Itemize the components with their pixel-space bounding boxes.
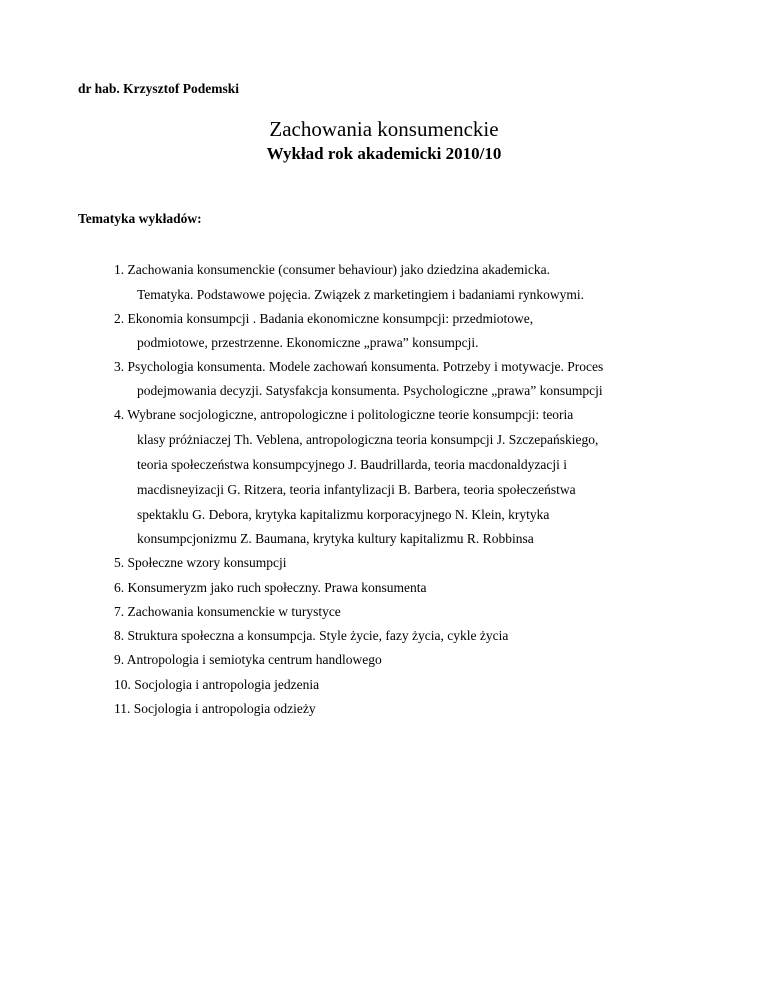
- list-item-line: konsumpcjonizmu Z. Baumana, krytyka kultury kapitalizmu R. Robbinsa: [137, 531, 534, 546]
- list-item-line: 8. Struktura społeczna a konsumpcja. Style życie, fazy życia, cykle życia: [114, 628, 509, 643]
- list-item-line: spektaklu G. Debora, krytyka kapitalizmu korporacyjnego N. Klein, krytyka: [137, 507, 550, 522]
- list-item-line: 2. Ekonomia konsumpcji . Badania ekonomiczne konsumpcji: przedmiotowe,: [114, 311, 534, 326]
- list-item-line: 1. Zachowania konsumenckie (consumer behaviour) jako dziedzina akademicka.: [114, 262, 550, 277]
- list-item-line: 7. Zachowania konsumenckie w turystyce: [114, 604, 341, 619]
- list-item-line: 5. Społeczne wzory konsumpcji: [114, 555, 287, 570]
- list-item-line: 4. Wybrane socjologiczne, antropologiczne i politologiczne teorie konsumpcji: teoria: [114, 407, 574, 422]
- list-item-line: podmiotowe, przestrzenne. Ekonomiczne „prawa” konsumpcji.: [137, 335, 479, 350]
- list-item-line: 6. Konsumeryzm jako ruch społeczny. Prawa konsumenta: [114, 580, 427, 595]
- section-heading: Tematyka wykładów:: [78, 211, 202, 226]
- list-item-line: Tematyka. Podstawowe pojęcia. Związek z marketingiem i badaniami rynkowymi.: [137, 287, 585, 302]
- document-title: Zachowania konsumenckie: [269, 117, 499, 141]
- document-subtitle: Wykład rok akademicki 2010/10: [266, 144, 502, 163]
- list-item-line: teoria społeczeństwa konsumpcyjnego J. Baudrillarda, teoria macdonaldyzacji i: [137, 457, 567, 472]
- list-item-line: 11. Socjologia i antropologia odzieży: [114, 701, 316, 716]
- author-line: dr hab. Krzysztof Podemski: [78, 81, 239, 96]
- list-item-line: 10. Socjologia i antropologia jedzenia: [114, 677, 320, 692]
- list-item-line: podejmowania decyzji. Satysfakcja konsumenta. Psychologiczne „prawa” konsumpcji: [137, 383, 603, 398]
- list-item-line: 3. Psychologia konsumenta. Modele zachowań konsumenta. Potrzeby i motywacje. Proces: [114, 359, 604, 374]
- list-item-line: 9. Antropologia i semiotyka centrum handlowego: [114, 652, 382, 667]
- list-item-line: macdisneyizacji G. Ritzera, teoria infantylizacji B. Barbera, teoria społeczeństwa: [137, 482, 576, 497]
- list-item-line: klasy próżniaczej Th. Veblena, antropologiczna teoria konsumpcji J. Szczepańskiego,: [137, 432, 599, 447]
